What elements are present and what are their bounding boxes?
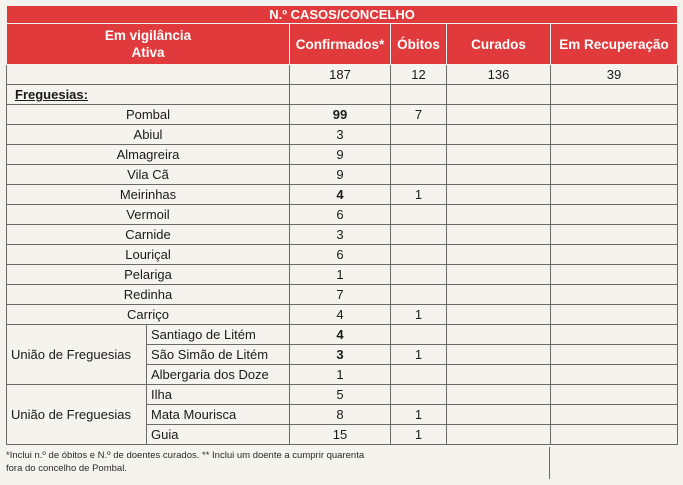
empty-cell — [447, 85, 551, 105]
empty-cell — [551, 85, 678, 105]
table-row — [7, 305, 678, 325]
table-row — [7, 145, 678, 165]
union-member-confirmados: 4 — [290, 325, 391, 345]
table-row — [7, 245, 678, 265]
total-confirmados: 187 — [290, 65, 391, 85]
union-member-name: Guia — [147, 425, 290, 445]
parish-recuperacao — [551, 105, 678, 125]
parish-recuperacao — [551, 285, 678, 305]
table-row — [7, 265, 678, 285]
empty-cell — [391, 85, 447, 105]
union-member-obitos — [391, 385, 447, 405]
parish-curados — [447, 185, 551, 205]
parish-obitos — [391, 145, 447, 165]
union-member-recuperacao — [551, 325, 678, 345]
header-vigilancia-line1: Em vigilância — [104, 28, 192, 43]
footnote-line2: fora do concelho de Pombal. — [6, 463, 127, 474]
table-title: N.º CASOS/CONCELHO — [7, 6, 678, 24]
union-member-curados — [447, 325, 551, 345]
table-row — [7, 105, 678, 125]
parish-recuperacao — [551, 145, 678, 165]
union-member-curados — [447, 425, 551, 445]
union-member-confirmados: 15 — [290, 425, 391, 445]
union-member-recuperacao — [551, 425, 678, 445]
parish-obitos: 1 — [391, 305, 447, 325]
union-member-obitos — [391, 365, 447, 385]
parish-recuperacao — [551, 165, 678, 185]
total-obitos: 12 — [391, 65, 447, 85]
parish-recuperacao — [551, 125, 678, 145]
parish-obitos: 1 — [391, 185, 447, 205]
union-member-recuperacao — [551, 365, 678, 385]
header-vigilancia-line2: Ativa — [131, 45, 165, 60]
union-member-confirmados: 5 — [290, 385, 391, 405]
union-member-name: Santiago de Litém — [147, 325, 290, 345]
table-row — [7, 125, 678, 145]
parish-curados — [447, 245, 551, 265]
parish-curados — [447, 105, 551, 125]
parish-obitos — [391, 125, 447, 145]
table-row — [7, 185, 678, 205]
totals-row — [7, 65, 678, 85]
union-member-name: Mata Mourisca — [147, 405, 290, 425]
title-row — [7, 6, 678, 24]
total-recuperacao: 39 — [551, 65, 678, 85]
total-curados: 136 — [447, 65, 551, 85]
parish-curados — [447, 265, 551, 285]
parish-obitos — [391, 245, 447, 265]
parish-recuperacao — [551, 245, 678, 265]
parish-confirmados: 6 — [290, 245, 391, 265]
union-member-recuperacao — [551, 405, 678, 425]
parish-name: Vermoil — [7, 205, 290, 225]
parish-curados — [447, 305, 551, 325]
union-member-obitos — [391, 325, 447, 345]
parish-curados — [447, 145, 551, 165]
parish-confirmados: 9 — [290, 145, 391, 165]
union-member-curados — [447, 365, 551, 385]
table-row — [7, 385, 678, 405]
footnote-line1: *Inclui n.º de óbitos e N.º de doentes curados. ** Inclui um doente a cumprir quarenta — [6, 450, 365, 461]
header-confirmados: Confirmados* — [290, 24, 391, 65]
table-row — [7, 165, 678, 185]
union-member-obitos: 1 — [391, 425, 447, 445]
union-member-confirmados: 8 — [290, 405, 391, 425]
cases-table — [6, 5, 678, 445]
union-member-obitos: 1 — [391, 405, 447, 425]
union-label: União de Freguesias — [7, 385, 147, 445]
parish-obitos: 7 — [391, 105, 447, 125]
parish-name: Vila Cã — [7, 165, 290, 185]
parish-curados — [447, 125, 551, 145]
parish-confirmados: 7 — [290, 285, 391, 305]
parish-curados — [447, 205, 551, 225]
parish-confirmados: 99 — [290, 105, 391, 125]
table-row — [7, 225, 678, 245]
header-obitos: Óbitos — [391, 24, 447, 65]
parish-recuperacao — [551, 185, 678, 205]
parish-name: Pombal — [7, 105, 290, 125]
freguesias-label: Freguesias: — [7, 85, 290, 105]
table-row — [7, 285, 678, 305]
parish-name: Abiul — [7, 125, 290, 145]
parish-name: Louriçal — [7, 245, 290, 265]
parish-name: Pelariga — [7, 265, 290, 285]
parish-name: Carriço — [7, 305, 290, 325]
union-member-name: São Simão de Litém — [147, 345, 290, 365]
table-row — [7, 325, 678, 345]
parish-name: Almagreira — [7, 145, 290, 165]
union-member-confirmados: 3 — [290, 345, 391, 365]
footer-divider — [549, 447, 550, 479]
empty-cell — [290, 85, 391, 105]
union-member-recuperacao — [551, 385, 678, 405]
freguesias-heading-row — [7, 85, 678, 105]
totals-label-cell — [7, 65, 290, 85]
header-curados: Curados — [447, 24, 551, 65]
parish-curados — [447, 225, 551, 245]
table-row — [7, 205, 678, 225]
parish-obitos — [391, 165, 447, 185]
parish-confirmados: 6 — [290, 205, 391, 225]
parish-curados — [447, 165, 551, 185]
union-member-curados — [447, 385, 551, 405]
union-member-curados — [447, 405, 551, 425]
parish-recuperacao — [551, 305, 678, 325]
parish-confirmados: 1 — [290, 265, 391, 285]
union-label: União de Freguesias — [7, 325, 147, 385]
parish-recuperacao — [551, 205, 678, 225]
union-member-obitos: 1 — [391, 345, 447, 365]
parish-curados — [447, 285, 551, 305]
parish-confirmados: 4 — [290, 185, 391, 205]
parish-name: Meirinhas — [7, 185, 290, 205]
parish-confirmados: 9 — [290, 165, 391, 185]
footnote — [6, 449, 446, 475]
parish-recuperacao — [551, 265, 678, 285]
parish-name: Carnide — [7, 225, 290, 245]
parish-recuperacao — [551, 225, 678, 245]
parish-confirmados: 4 — [290, 305, 391, 325]
union-member-confirmados: 1 — [290, 365, 391, 385]
union-member-recuperacao — [551, 345, 678, 365]
parish-obitos — [391, 265, 447, 285]
header-recuperacao: Em Recuperação — [551, 24, 678, 65]
parish-name: Redinha — [7, 285, 290, 305]
union-member-name: Albergaria dos Doze — [147, 365, 290, 385]
parish-obitos — [391, 225, 447, 245]
parish-obitos — [391, 205, 447, 225]
union-member-name: Ilha — [147, 385, 290, 405]
header-vigilancia — [7, 24, 290, 65]
header-row — [7, 24, 678, 65]
parish-confirmados: 3 — [290, 225, 391, 245]
parish-confirmados: 3 — [290, 125, 391, 145]
parish-obitos — [391, 285, 447, 305]
union-member-curados — [447, 345, 551, 365]
